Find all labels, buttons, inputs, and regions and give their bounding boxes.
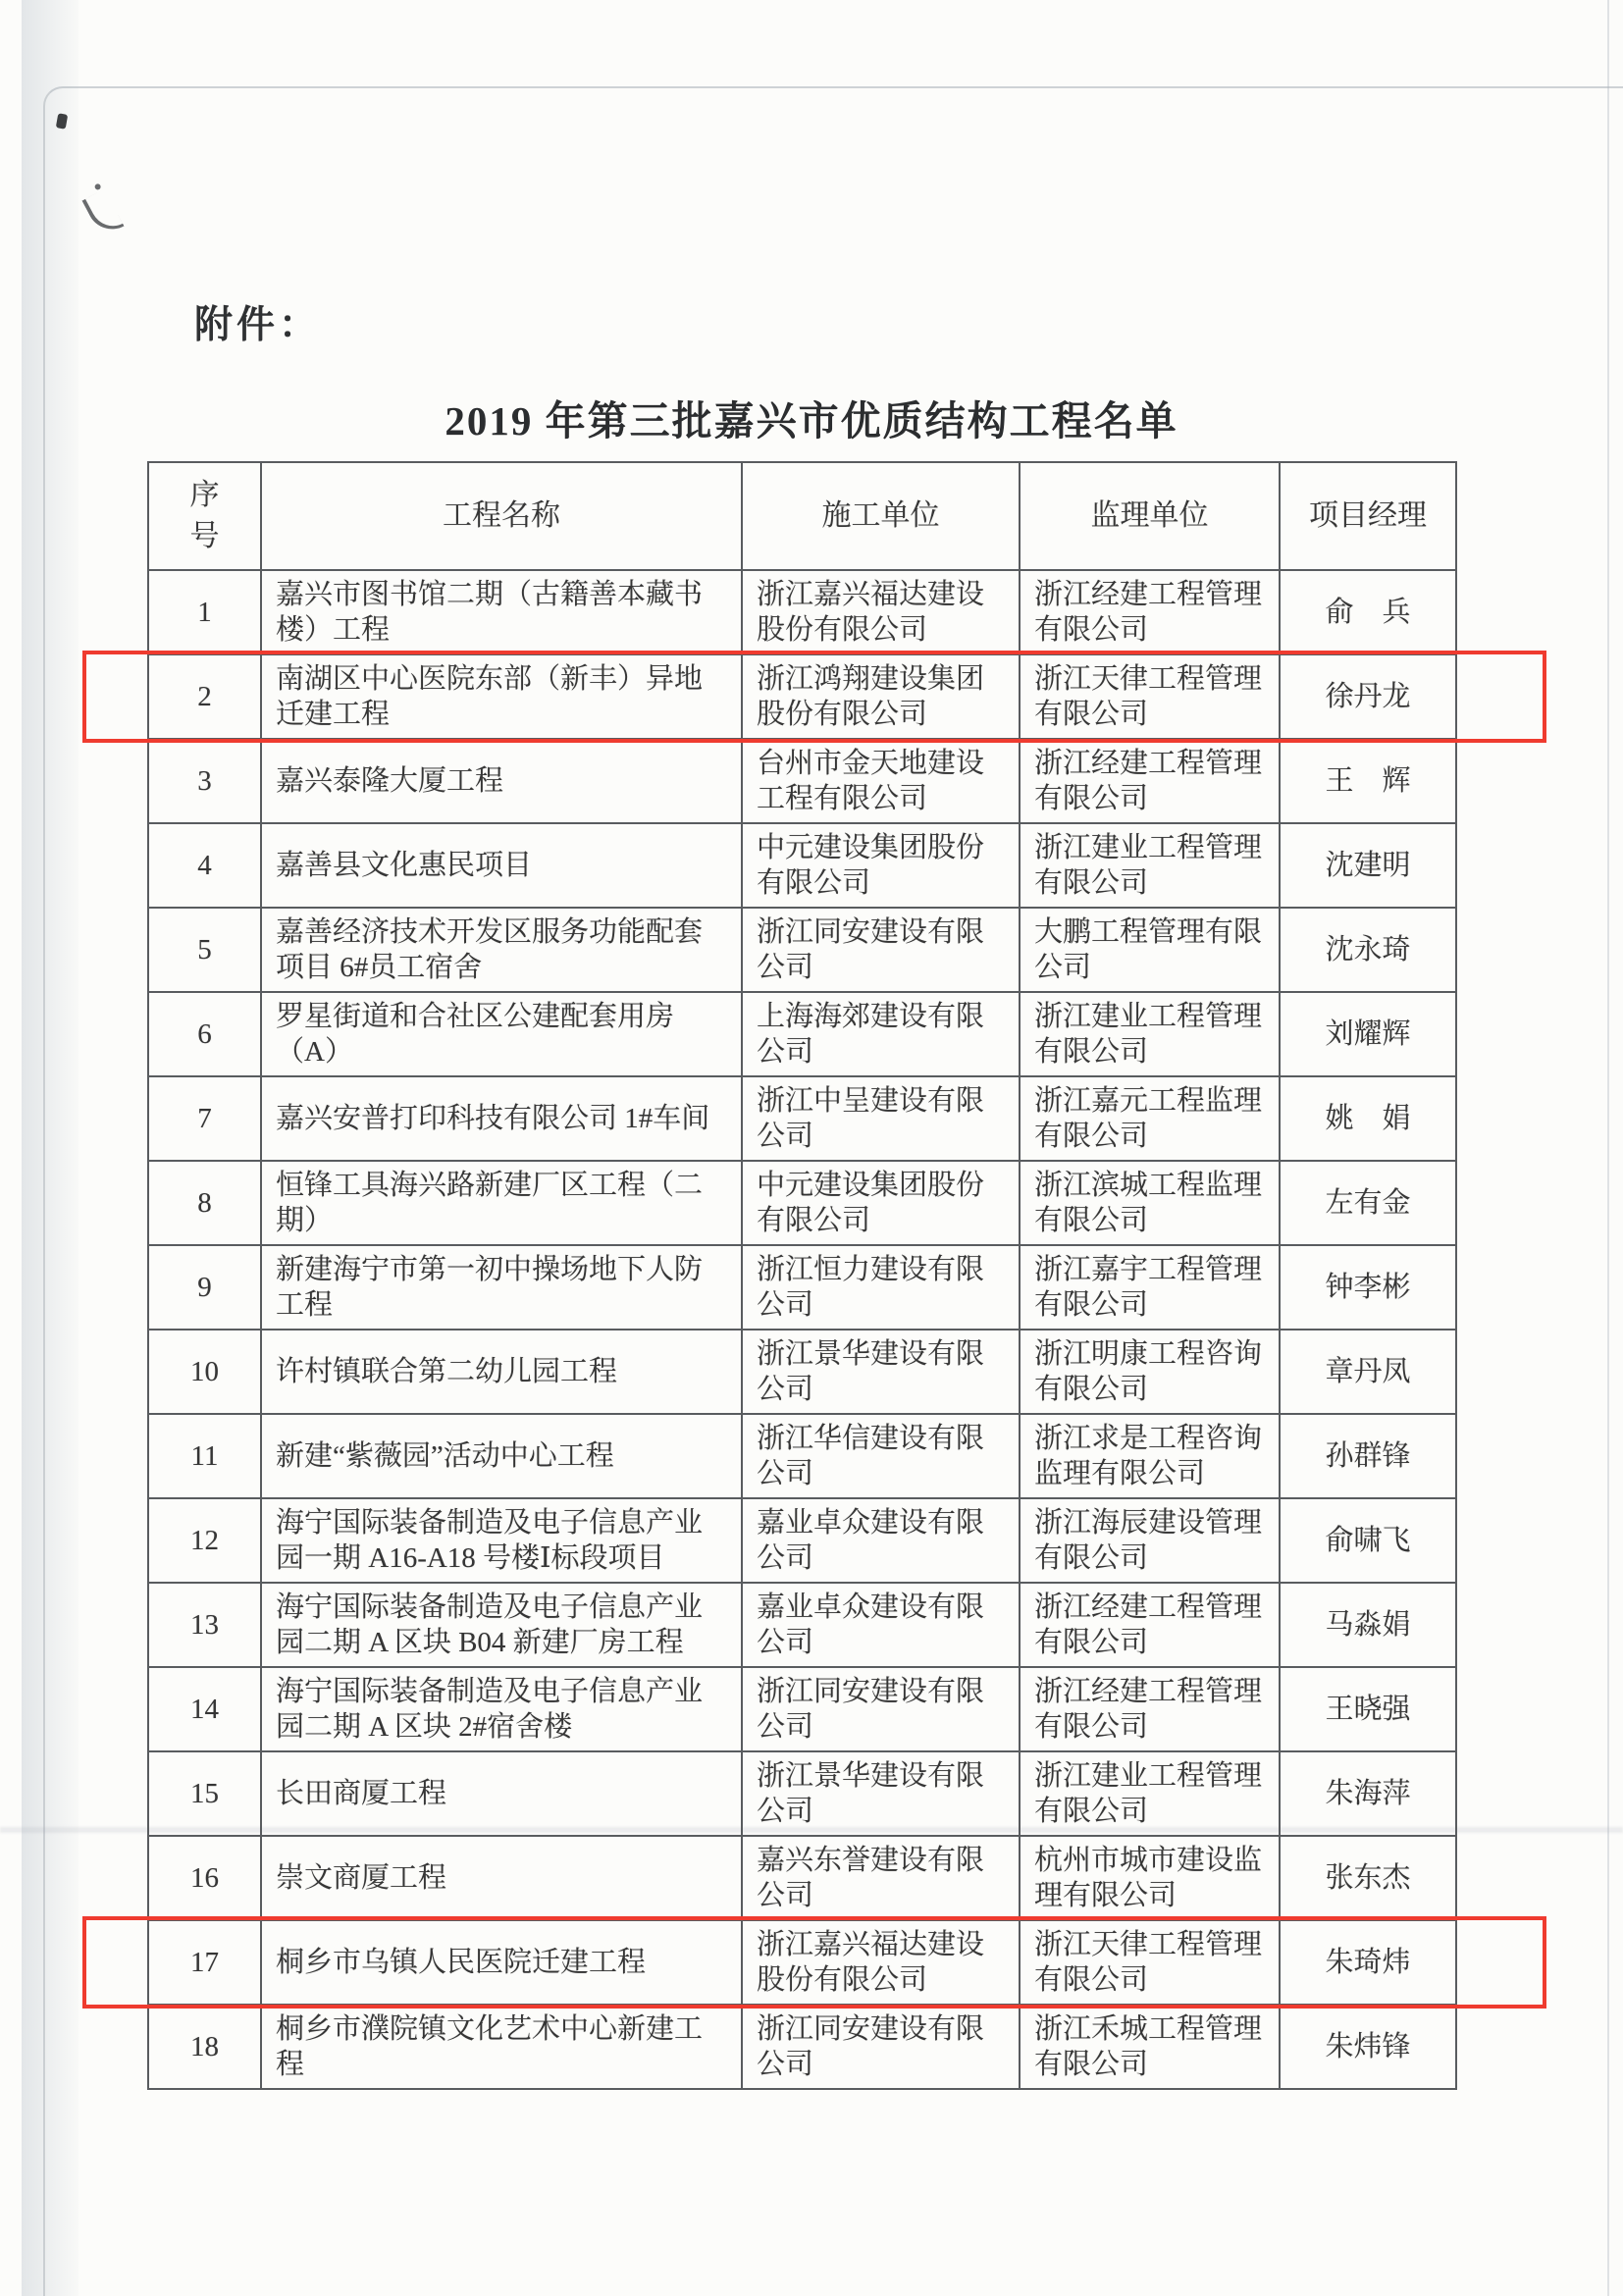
column-header: 监理单位: [1020, 462, 1280, 570]
cell-project-name: 嘉兴市图书馆二期（古籍善本藏书楼）工程: [261, 570, 742, 654]
cell-project-manager: 马淼娟: [1280, 1583, 1456, 1667]
cell-supervision-unit: 大鹏工程管理有限公司: [1020, 908, 1280, 992]
cell-project-name: 海宁国际装备制造及电子信息产业园一期 A16-A18 号楼Ⅰ标段项目: [261, 1498, 742, 1583]
table-row: [148, 823, 1456, 908]
cell-project-name: 嘉善经济技术开发区服务功能配套项目 6#员工宿舍: [261, 908, 742, 992]
cell-construction-unit: 浙江同安建设有限公司: [742, 2005, 1020, 2089]
table-row: [148, 1076, 1456, 1161]
cell-index: 7: [148, 1076, 261, 1161]
cell-project-manager: 朱琦炜: [1280, 1920, 1456, 2005]
cell-project-name: 崇文商厦工程: [261, 1836, 742, 1920]
table-row: [148, 992, 1456, 1076]
cell-index: 8: [148, 1161, 261, 1245]
cell-project-manager: 孙群锋: [1280, 1414, 1456, 1498]
table-row: [148, 1836, 1456, 1920]
cell-construction-unit: 嘉兴东誉建设有限公司: [742, 1836, 1020, 1920]
table-header: [148, 462, 1456, 570]
cell-construction-unit: 中元建设集团股份有限公司: [742, 1161, 1020, 1245]
cell-project-manager: 章丹凤: [1280, 1330, 1456, 1414]
column-header-label: 序号: [189, 479, 220, 552]
cell-project-manager: 俞 兵: [1280, 570, 1456, 654]
projects-table: [147, 461, 1457, 2090]
cell-supervision-unit: 浙江经建工程管理有限公司: [1020, 739, 1280, 823]
cell-supervision-unit: 浙江天律工程管理有限公司: [1020, 1920, 1280, 2005]
table-row: [148, 570, 1456, 654]
table-row: [148, 1920, 1456, 2005]
cell-supervision-unit: 浙江经建工程管理有限公司: [1020, 1583, 1280, 1667]
cell-index: 3: [148, 739, 261, 823]
cell-project-manager: 王 辉: [1280, 739, 1456, 823]
cell-project-name: 长田商厦工程: [261, 1751, 742, 1836]
cell-construction-unit: 浙江景华建设有限公司: [742, 1751, 1020, 1836]
cell-project-name: 桐乡市乌镇人民医院迁建工程: [261, 1920, 742, 2005]
column-header: 施工单位: [742, 462, 1020, 570]
cell-index: 14: [148, 1667, 261, 1751]
cell-supervision-unit: 浙江滨城工程监理有限公司: [1020, 1161, 1280, 1245]
cell-project-manager: 徐丹龙: [1280, 654, 1456, 739]
table-body: [148, 570, 1456, 2089]
cell-index: 15: [148, 1751, 261, 1836]
cell-project-name: 海宁国际装备制造及电子信息产业园二期 A 区块 B04 新建厂房工程: [261, 1583, 742, 1667]
cell-supervision-unit: 浙江建业工程管理有限公司: [1020, 992, 1280, 1076]
cell-project-name: 南湖区中心医院东部（新丰）异地迁建工程: [261, 654, 742, 739]
cell-supervision-unit: 浙江经建工程管理有限公司: [1020, 570, 1280, 654]
cell-project-name: 嘉善县文化惠民项目: [261, 823, 742, 908]
cell-supervision-unit: 浙江嘉元工程监理有限公司: [1020, 1076, 1280, 1161]
cell-index: 2: [148, 654, 261, 739]
table-row: [148, 1583, 1456, 1667]
cell-construction-unit: 浙江同安建设有限公司: [742, 908, 1020, 992]
cell-supervision-unit: 浙江明康工程咨询有限公司: [1020, 1330, 1280, 1414]
column-header: 工程名称: [261, 462, 742, 570]
table-row: [148, 1667, 1456, 1751]
cell-index: 6: [148, 992, 261, 1076]
cell-supervision-unit: 浙江禾城工程管理有限公司: [1020, 2005, 1280, 2089]
cell-project-manager: 钟李彬: [1280, 1245, 1456, 1330]
cell-supervision-unit: 浙江嘉宇工程管理有限公司: [1020, 1245, 1280, 1330]
cell-index: 13: [148, 1583, 261, 1667]
cell-index: 10: [148, 1330, 261, 1414]
cell-project-manager: 朱海萍: [1280, 1751, 1456, 1836]
cell-supervision-unit: 杭州市城市建设监理有限公司: [1020, 1836, 1280, 1920]
cell-project-manager: 俞啸飞: [1280, 1498, 1456, 1583]
cell-construction-unit: 浙江景华建设有限公司: [742, 1330, 1020, 1414]
table-row: [148, 1414, 1456, 1498]
cell-index: 11: [148, 1414, 261, 1498]
cell-project-name: 嘉兴泰隆大厦工程: [261, 739, 742, 823]
cell-index: 12: [148, 1498, 261, 1583]
cell-construction-unit: 中元建设集团股份有限公司: [742, 823, 1020, 908]
table-row: [148, 654, 1456, 739]
table-row: [148, 1245, 1456, 1330]
cell-supervision-unit: 浙江海辰建设管理有限公司: [1020, 1498, 1280, 1583]
table-row: [148, 1498, 1456, 1583]
cell-supervision-unit: 浙江建业工程管理有限公司: [1020, 823, 1280, 908]
cell-construction-unit: 浙江嘉兴福达建设股份有限公司: [742, 570, 1020, 654]
cell-supervision-unit: 浙江建业工程管理有限公司: [1020, 1751, 1280, 1836]
attachment-label: 附件：: [194, 304, 322, 346]
cell-project-manager: 沈永琦: [1280, 908, 1456, 992]
table-row: [148, 739, 1456, 823]
cell-construction-unit: 浙江鸿翔建设集团股份有限公司: [742, 654, 1020, 739]
column-header: [148, 462, 261, 570]
table-row: [148, 1751, 1456, 1836]
cell-project-manager: 朱炜锋: [1280, 2005, 1456, 2089]
cell-index: 16: [148, 1836, 261, 1920]
cell-index: 5: [148, 908, 261, 992]
cell-construction-unit: 嘉业卓众建设有限公司: [742, 1498, 1020, 1583]
cell-construction-unit: 浙江恒力建设有限公司: [742, 1245, 1020, 1330]
cell-project-manager: 张东杰: [1280, 1836, 1456, 1920]
table-row: [148, 1161, 1456, 1245]
cell-construction-unit: 浙江嘉兴福达建设股份有限公司: [742, 1920, 1020, 2005]
cell-index: 4: [148, 823, 261, 908]
cell-construction-unit: 浙江华信建设有限公司: [742, 1414, 1020, 1498]
table-row: [148, 1330, 1456, 1414]
cell-project-name: 许村镇联合第二幼儿园工程: [261, 1330, 742, 1414]
cell-project-name: 桐乡市濮院镇文化艺术中心新建工程: [261, 2005, 742, 2089]
cell-construction-unit: 浙江中呈建设有限公司: [742, 1076, 1020, 1161]
cell-project-name: 新建“紫薇园”活动中心工程: [261, 1414, 742, 1498]
cell-construction-unit: 上海海郊建设有限公司: [742, 992, 1020, 1076]
cell-index: 1: [148, 570, 261, 654]
cell-project-manager: 刘耀辉: [1280, 992, 1456, 1076]
cell-construction-unit: 嘉业卓众建设有限公司: [742, 1583, 1020, 1667]
cell-index: 18: [148, 2005, 261, 2089]
table-row: [148, 2005, 1456, 2089]
cell-index: 17: [148, 1920, 261, 2005]
cell-project-manager: 王晓强: [1280, 1667, 1456, 1751]
cell-project-manager: 左有金: [1280, 1161, 1456, 1245]
column-header: 项目经理: [1280, 462, 1456, 570]
scan-right-edge-line: [1607, 0, 1609, 2296]
cell-index: 9: [148, 1245, 261, 1330]
table-row: [148, 908, 1456, 992]
header-row: [148, 462, 1456, 570]
cell-construction-unit: 台州市金天地建设工程有限公司: [742, 739, 1020, 823]
cell-supervision-unit: 浙江经建工程管理有限公司: [1020, 1667, 1280, 1751]
cell-project-name: 嘉兴安普打印科技有限公司 1#车间: [261, 1076, 742, 1161]
cell-project-name: 罗星街道和合社区公建配套用房（A）: [261, 992, 742, 1076]
cell-project-name: 新建海宁市第一初中操场地下人防工程: [261, 1245, 742, 1330]
cell-construction-unit: 浙江同安建设有限公司: [742, 1667, 1020, 1751]
cell-supervision-unit: 浙江天律工程管理有限公司: [1020, 654, 1280, 739]
page-title: 2019 年第三批嘉兴市优质结构工程名单: [445, 398, 1178, 444]
cell-project-name: 恒锋工具海兴路新建厂区工程（二期）: [261, 1161, 742, 1245]
cell-project-manager: 沈建明: [1280, 823, 1456, 908]
cell-supervision-unit: 浙江求是工程咨询监理有限公司: [1020, 1414, 1280, 1498]
cell-project-name: 海宁国际装备制造及电子信息产业园二期 A 区块 2#宿舍楼: [261, 1667, 742, 1751]
cell-project-manager: 姚 娟: [1280, 1076, 1456, 1161]
